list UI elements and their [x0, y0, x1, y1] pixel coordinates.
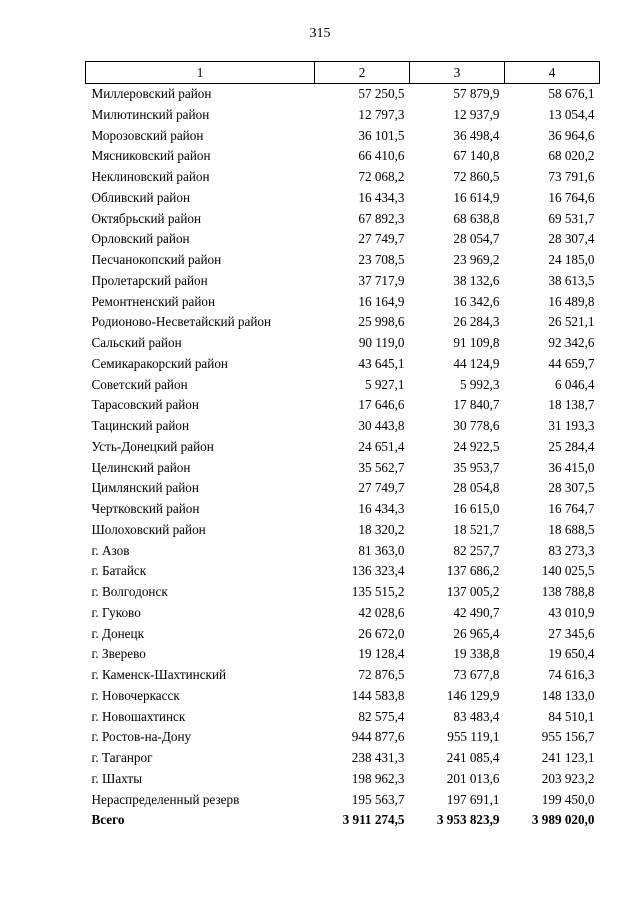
column-header-4: 4 [505, 62, 600, 84]
row-value-col4: 140 025,5 [541, 563, 595, 579]
row-value-col2: 198 962,3 [351, 770, 405, 786]
column-header-3: 3 [410, 62, 505, 84]
row-value-col2: 57 250,5 [358, 86, 405, 101]
row-value-col4: 28 307,5 [548, 480, 595, 496]
row-value-col3: 16 615,0 [453, 501, 500, 516]
row-name: Шолоховский район [91, 521, 206, 537]
row-value-col4: 19 650,4 [548, 646, 595, 662]
row-name: Цимлянский район [91, 480, 199, 496]
row-value-col2: 136 323,4 [351, 563, 405, 579]
row-value-col2: 17 646,6 [358, 397, 405, 413]
table-row [86, 167, 600, 188]
row-name: Родионово-Несветайский район [91, 314, 272, 330]
row-value-col4: 18 688,5 [548, 521, 595, 537]
row-value-col2: 82 575,4 [358, 708, 405, 724]
row-value-col2: 24 651,4 [358, 438, 405, 454]
row-value-col3: 137 005,2 [446, 584, 500, 599]
table-row [86, 603, 600, 624]
row-value-col3: 30 778,6 [453, 418, 500, 433]
row-value-col4: 199 450,0 [541, 791, 595, 807]
row-value-col3: 18 521,7 [453, 521, 500, 537]
row-value-col3: 201 013,6 [446, 770, 500, 786]
row-value-col3: 36 498,4 [453, 127, 500, 143]
row-value-col3: 955 119,1 [447, 729, 500, 745]
row-value-col3: 67 140,8 [453, 148, 500, 164]
row-name: г. Батайск [91, 563, 147, 579]
table-header [86, 62, 600, 84]
row-value-col4: 25 284,4 [548, 438, 595, 454]
row-value-col3: 73 677,8 [453, 667, 500, 682]
header-row [86, 62, 600, 84]
table-row [86, 686, 600, 707]
row-value-col2: 135 515,2 [351, 584, 405, 599]
table-row [86, 707, 600, 728]
row-name: Песчанокопский район [91, 252, 222, 267]
row-value-col2: 30 443,8 [358, 418, 405, 433]
row-name: Октябрьский район [91, 210, 202, 226]
table-row [86, 375, 600, 396]
row-name: Милютинский район [91, 106, 210, 122]
table-row [86, 209, 600, 230]
table-row [86, 416, 600, 437]
table-row [86, 458, 600, 479]
row-value-col4: 16 764,6 [548, 189, 595, 205]
row-name: г. Волгодонск [91, 584, 168, 599]
row-name: Тарасовский район [91, 397, 199, 413]
row-value-col4: 241 123,1 [541, 750, 595, 765]
row-value-col4: 83 273,3 [548, 542, 595, 558]
row-value-col3: 197 691,1 [446, 791, 500, 807]
row-value-col3: 16 342,6 [453, 293, 500, 309]
row-value-col3: 23 969,2 [453, 252, 500, 267]
table-row [86, 541, 600, 562]
row-value-col2: 27 749,7 [358, 480, 405, 496]
row-value-col3: 5 992,3 [459, 376, 500, 392]
row-name: Ремонтненский район [91, 293, 216, 309]
row-value-col3: 19 338,8 [453, 646, 500, 662]
total-value-col2: 3 911 274,5 [342, 812, 405, 828]
row-name: г. Новочеркасск [91, 687, 180, 703]
row-value-col2: 26 672,0 [358, 625, 405, 641]
row-value-col4: 27 345,6 [548, 625, 595, 641]
row-value-col3: 35 953,7 [453, 459, 500, 475]
row-value-col3: 26 284,3 [453, 314, 500, 330]
row-value-col2: 42 028,6 [358, 604, 405, 620]
row-value-col3: 24 922,5 [453, 438, 500, 454]
row-value-col4: 92 342,6 [548, 335, 595, 350]
table-row [86, 769, 600, 790]
row-value-col2: 195 563,7 [351, 791, 405, 807]
row-value-col4: 74 616,3 [548, 667, 595, 682]
table-row [86, 229, 600, 250]
row-value-col4: 68 020,2 [548, 148, 595, 164]
row-value-col2: 144 583,8 [351, 687, 405, 703]
table-row [86, 188, 600, 209]
row-value-col3: 146 129,9 [446, 687, 500, 703]
row-value-col2: 72 068,2 [358, 169, 405, 184]
table-row [86, 333, 600, 354]
row-value-col2: 23 708,5 [358, 252, 405, 267]
table-row [86, 84, 600, 105]
row-name: Советский район [91, 376, 188, 392]
row-value-col4: 31 193,3 [548, 418, 595, 433]
row-name: г. Каменск-Шахтинский [91, 667, 227, 682]
row-value-col2: 5 927,1 [364, 376, 405, 392]
row-value-col2: 19 128,4 [358, 646, 405, 662]
table-row [86, 520, 600, 541]
total-name: Всего [91, 812, 125, 828]
row-name: г. Ростов-на-Дону [91, 729, 192, 745]
row-value-col2: 36 101,5 [358, 127, 405, 143]
row-value-col2: 16 164,9 [358, 293, 405, 309]
row-value-col2: 18 320,2 [358, 521, 405, 537]
table-row [86, 395, 600, 416]
row-name: Усть-Донецкий район [91, 438, 214, 454]
row-value-col4: 203 923,2 [541, 770, 595, 786]
row-value-col2: 67 892,3 [358, 210, 405, 226]
table-row [86, 561, 600, 582]
row-value-col4: 69 531,7 [548, 210, 595, 226]
row-value-col3: 137 686,2 [446, 563, 500, 579]
row-value-col2: 35 562,7 [358, 459, 405, 475]
budget-table [85, 61, 600, 831]
row-value-col4: 148 133,0 [541, 687, 595, 703]
page-number: 315 [309, 26, 331, 41]
row-value-col2: 72 876,5 [358, 667, 405, 682]
row-value-col4: 13 054,4 [548, 106, 595, 122]
row-value-col4: 84 510,1 [548, 708, 595, 724]
row-value-col2: 238 431,3 [351, 750, 405, 765]
row-value-col2: 81 363,0 [358, 542, 405, 558]
row-name: г. Донецк [91, 625, 144, 641]
row-value-col3: 82 257,7 [453, 542, 500, 558]
row-value-col4: 43 010,9 [548, 604, 595, 620]
row-name: Тацинский район [91, 418, 190, 433]
row-value-col3: 28 054,8 [453, 480, 500, 496]
total-row [86, 810, 600, 831]
total-value-col3: 3 953 823,9 [436, 812, 500, 828]
table-row [86, 665, 600, 686]
row-value-col3: 83 483,4 [453, 708, 500, 724]
row-value-col3: 44 124,9 [453, 355, 500, 371]
row-value-col4: 16 489,8 [548, 293, 595, 309]
row-value-col2: 12 797,3 [358, 106, 405, 122]
table-row [86, 292, 600, 313]
table-row [86, 146, 600, 167]
row-value-col4: 28 307,4 [548, 231, 595, 247]
row-value-col4: 36 415,0 [548, 459, 595, 475]
row-value-col3: 12 937,9 [453, 106, 500, 122]
row-value-col3: 241 085,4 [446, 750, 500, 765]
row-value-col2: 90 119,0 [358, 335, 405, 350]
row-value-col3: 38 132,6 [453, 272, 500, 288]
row-name: г. Таганрог [91, 750, 153, 765]
row-value-col4: 955 156,7 [541, 729, 595, 745]
row-name: Обливский район [91, 189, 191, 205]
table-row [86, 790, 600, 811]
row-value-col4: 138 788,8 [541, 584, 595, 599]
table-row [86, 271, 600, 292]
row-name: г. Шахты [91, 770, 143, 786]
row-value-col2: 16 434,3 [358, 501, 405, 516]
table-row [86, 478, 600, 499]
row-name: Пролетарский район [91, 272, 208, 288]
total-value-col4: 3 989 020,0 [531, 812, 595, 828]
row-value-col2: 25 998,6 [358, 314, 405, 330]
row-name: Мясниковский район [91, 148, 211, 164]
row-value-col4: 44 659,7 [548, 355, 595, 371]
row-value-col2: 16 434,3 [358, 189, 405, 205]
table-row [86, 105, 600, 126]
table-row [86, 312, 600, 333]
table-row [86, 437, 600, 458]
row-name: Орловский район [91, 231, 190, 247]
row-value-col4: 73 791,6 [548, 169, 595, 184]
row-value-col2: 43 645,1 [358, 355, 405, 371]
table-row [86, 748, 600, 769]
table-row [86, 499, 600, 520]
table-row [86, 354, 600, 375]
row-value-col3: 28 054,7 [453, 231, 500, 247]
row-value-col2: 944 877,6 [351, 729, 405, 745]
row-name: г. Гуково [91, 604, 141, 620]
row-name: Целинский район [91, 459, 191, 475]
row-name: Нераспределенный резерв [91, 791, 240, 807]
row-name: Семикаракорский район [91, 355, 228, 371]
row-value-col3: 68 638,8 [453, 210, 500, 226]
table-row [86, 624, 600, 645]
row-value-col3: 91 109,8 [453, 335, 500, 350]
row-value-col3: 17 840,7 [453, 397, 500, 413]
row-value-col4: 18 138,7 [548, 397, 595, 413]
row-value-col4: 36 964,6 [548, 127, 595, 143]
row-name: г. Зверево [91, 646, 146, 662]
row-value-col4: 6 046,4 [554, 376, 595, 392]
row-value-col2: 37 717,9 [358, 272, 405, 288]
row-value-col2: 66 410,6 [358, 148, 405, 164]
row-value-col4: 16 764,7 [548, 501, 595, 516]
row-name: Миллеровский район [91, 86, 212, 101]
row-value-col4: 58 676,1 [548, 86, 595, 101]
table-row [86, 582, 600, 603]
row-name: Чертковский район [91, 501, 200, 516]
table-row [86, 126, 600, 147]
row-value-col3: 72 860,5 [453, 169, 500, 184]
column-header-2: 2 [315, 62, 410, 84]
row-value-col4: 24 185,0 [548, 252, 595, 267]
row-value-col4: 26 521,1 [548, 314, 595, 330]
row-value-col3: 57 879,9 [453, 86, 500, 101]
table-row [86, 644, 600, 665]
row-name: Морозовский район [91, 127, 204, 143]
column-header-1: 1 [86, 62, 315, 84]
table-row [86, 727, 600, 748]
row-value-col2: 27 749,7 [358, 231, 405, 247]
row-value-col4: 38 613,5 [548, 272, 595, 288]
row-name: г. Азов [91, 542, 130, 558]
row-name: Сальский район [91, 335, 182, 350]
row-value-col3: 42 490,7 [453, 604, 500, 620]
row-name: Неклиновский район [91, 169, 210, 184]
table-row [86, 250, 600, 271]
row-value-col3: 26 965,4 [453, 625, 500, 641]
table-body [86, 84, 600, 832]
row-name: г. Новошахтинск [91, 708, 186, 724]
row-value-col3: 16 614,9 [453, 189, 500, 205]
